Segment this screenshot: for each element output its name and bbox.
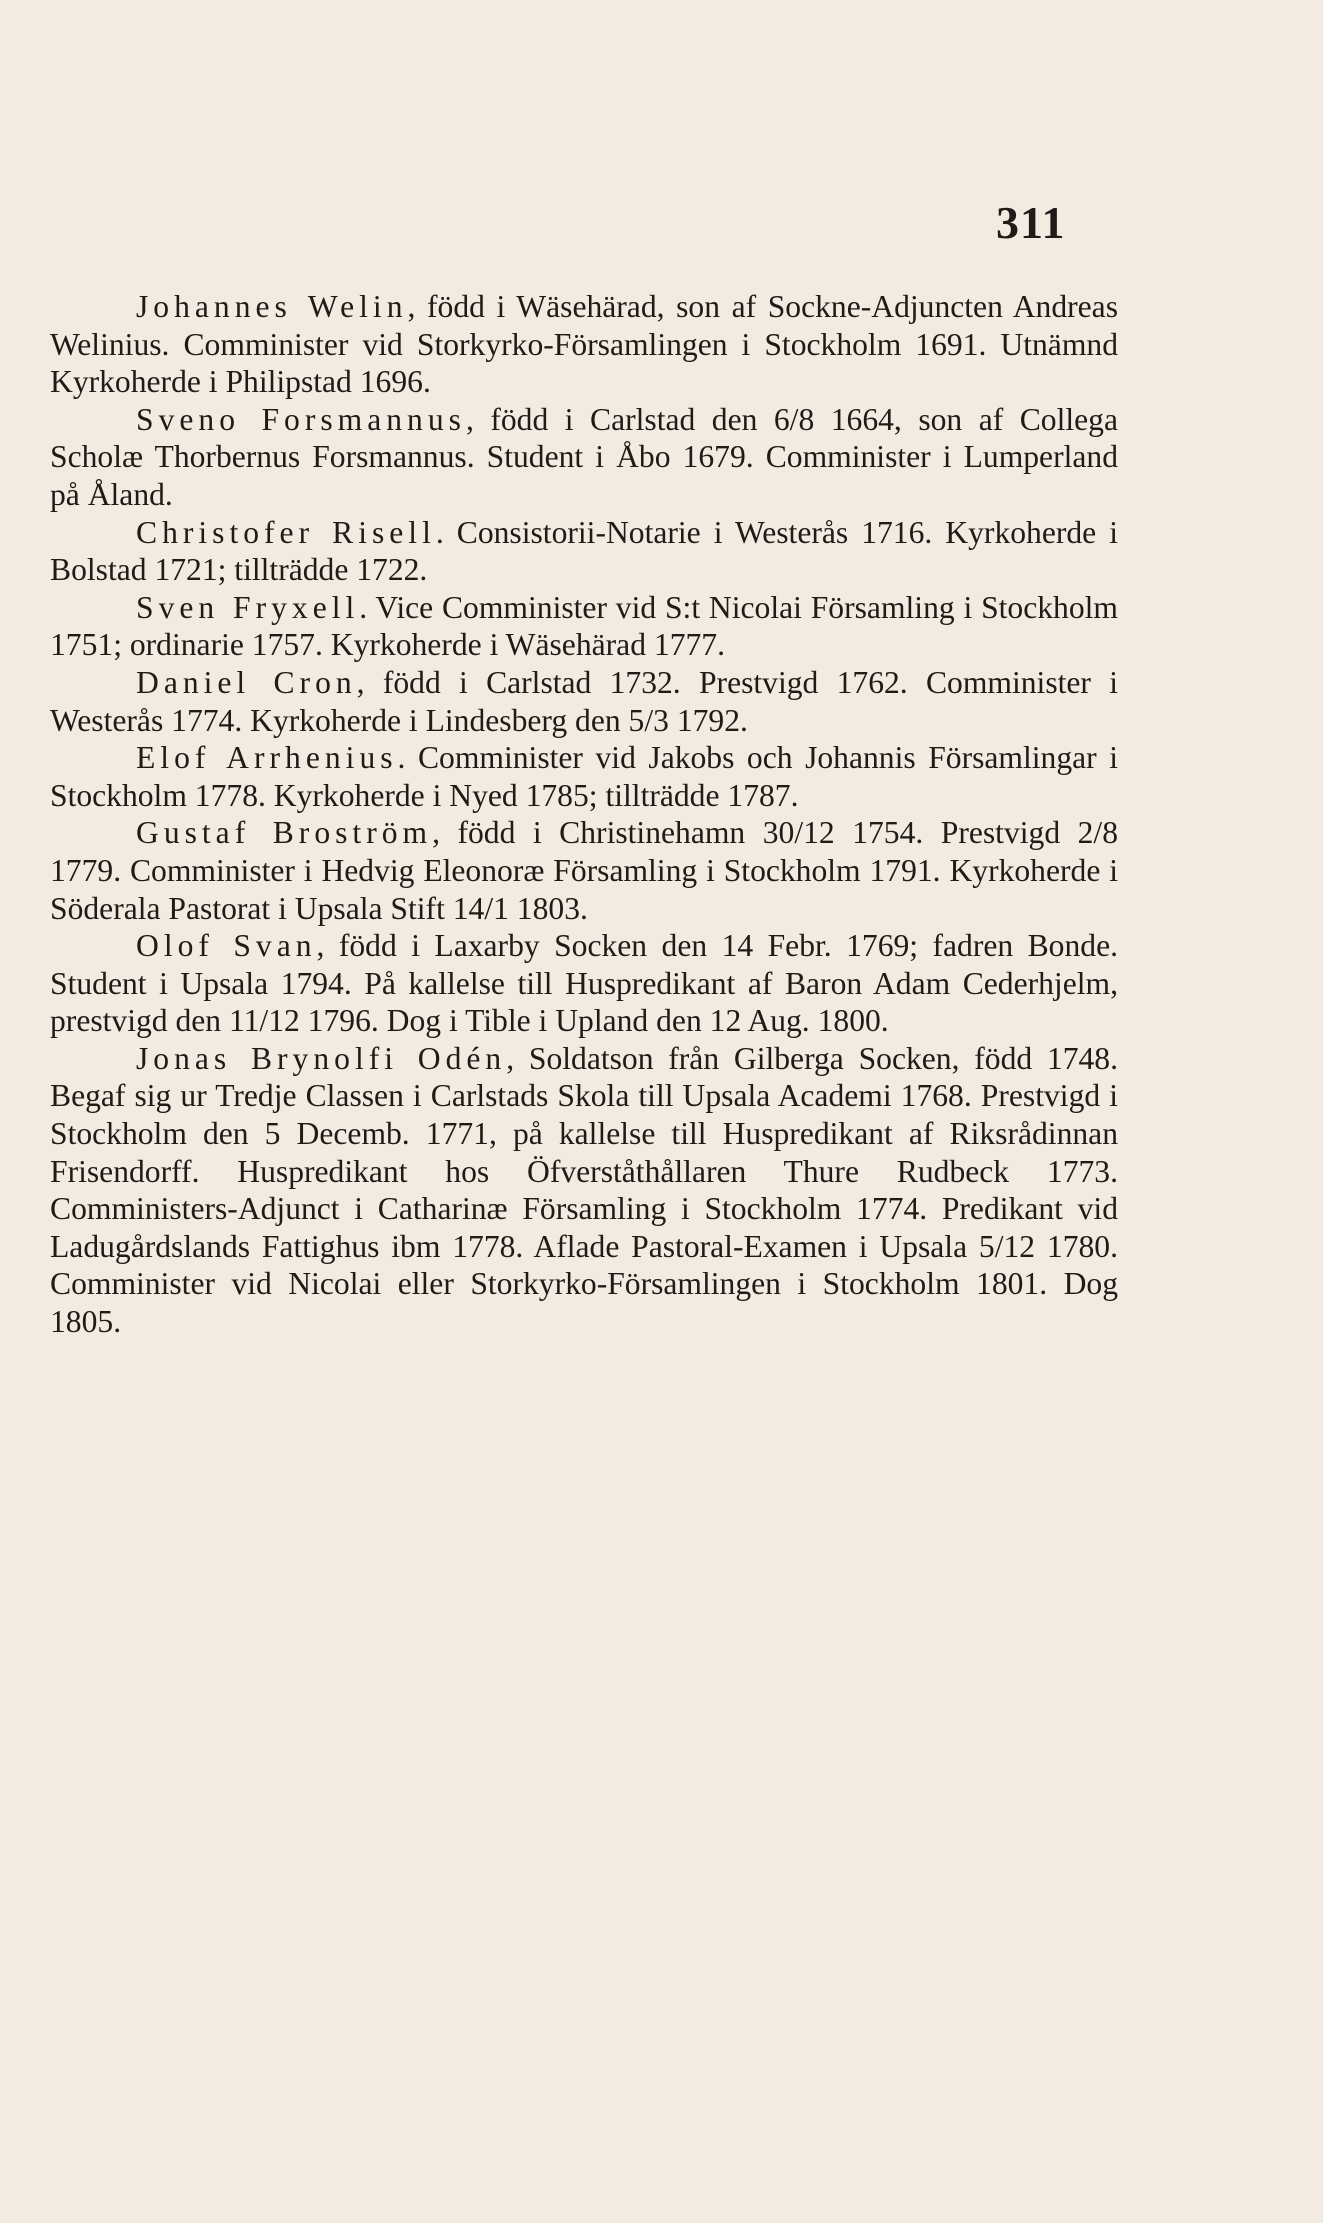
entry-text: . Consistorii-Notarie i Westerås 1716. Kyrkoherde i Bolstad 1721; tillträdde 1722. bbox=[50, 514, 1118, 588]
entry-text: , född i Carlstad 1732. Prestvigd 1762. Comminister i Westerås 1774. Kyrkoherde i Lindesberg den 5/3 1792. bbox=[50, 664, 1118, 738]
biography-list bbox=[50, 288, 1118, 1341]
entry-text: , född i Carlstad den 6/8 1664, son af Collega Scholæ Thorbernus Forsmannus. Student i Åbo 1679. Comminister i Lumperland på Åland. bbox=[50, 401, 1118, 512]
person-name: Jonas Brynolfi Odén bbox=[136, 1040, 507, 1076]
entry-text: , född i Wäsehärad, son af Sockne-Adjuncten Andreas Welinius. Comminister vid Storkyrko-Församlingen i Stockholm 1691. Utnämnd Kyrkoherde i Philipstad 1696. bbox=[50, 289, 1118, 400]
biography-entry bbox=[50, 401, 1118, 514]
person-name: Sven Fryxell bbox=[136, 589, 360, 625]
person-name: Johannes Welin bbox=[136, 289, 408, 324]
biography-entry bbox=[50, 814, 1118, 927]
page-number: 311 bbox=[996, 197, 1066, 248]
person-name: Daniel Cron bbox=[136, 664, 357, 700]
entry-text: , Soldatson från Gilberga Socken, född 1748. Begaf sig ur Tredje Classen i Carlstads Skola till Upsala Academi 1768. Prestvigd i Stockholm den 5 Decemb. 1771, på kallelse till Huspredikant af Riksrådinnan Frisendorff. Huspredikant hos Öfverståthållaren Thure Rudbeck 1773. Comministers-Adjunct i Catharinæ Församling i Stockholm 1774. Predikant vid Ladugårdslands Fattighus ibm 1778. Aflade Pastoral-Examen i Upsala 5/12 1780. Comminister vid Nicolai eller Storkyrko-Församlingen i Stockholm 1801. Dog 1805. bbox=[50, 1040, 1118, 1340]
entry-text: . Vice Comminister vid S:t Nicolai Församling i Stockholm 1751; ordinarie 1757. Kyrkoherde i Wäsehärad 1777. bbox=[50, 589, 1118, 663]
person-name: Christofer Risell bbox=[136, 514, 436, 550]
person-name: Olof Svan bbox=[136, 928, 317, 964]
biography-entry bbox=[50, 514, 1118, 589]
biography-entry bbox=[50, 927, 1118, 1040]
biography-entry bbox=[50, 288, 1118, 401]
biography-entry bbox=[50, 739, 1118, 814]
person-name: Gustaf Broström bbox=[136, 815, 433, 851]
person-name: Sveno Forsmannus bbox=[136, 401, 466, 437]
biography-entry bbox=[50, 589, 1118, 664]
biography-entry bbox=[50, 1040, 1118, 1341]
person-name: Elof Arrhenius bbox=[136, 740, 398, 776]
entry-text: , född i Christinehamn 30/12 1754. Prestvigd 2/8 1779. Comminister i Hedvig Eleonoræ Församling i Stockholm 1791. Kyrkoherde i Söderala Pastorat i Upsala Stift 14/1 1803. bbox=[50, 815, 1119, 926]
entry-text: . Comminister vid Jakobs och Johannis Församlingar i Stockholm 1778. Kyrkoherde i Nyed 1785; tillträdde 1787. bbox=[50, 740, 1118, 813]
biography-entry bbox=[50, 664, 1118, 739]
entry-text: , född i Laxarby Socken den 14 Febr. 1769; fadren Bonde. Student i Upsala 1794. På kallelse till Huspredikant af Baron Adam Cederhjelm, prestvigd den 11/12 1796. Dog i Tible i Upland den 12 Aug. 1800. bbox=[50, 928, 1118, 1039]
